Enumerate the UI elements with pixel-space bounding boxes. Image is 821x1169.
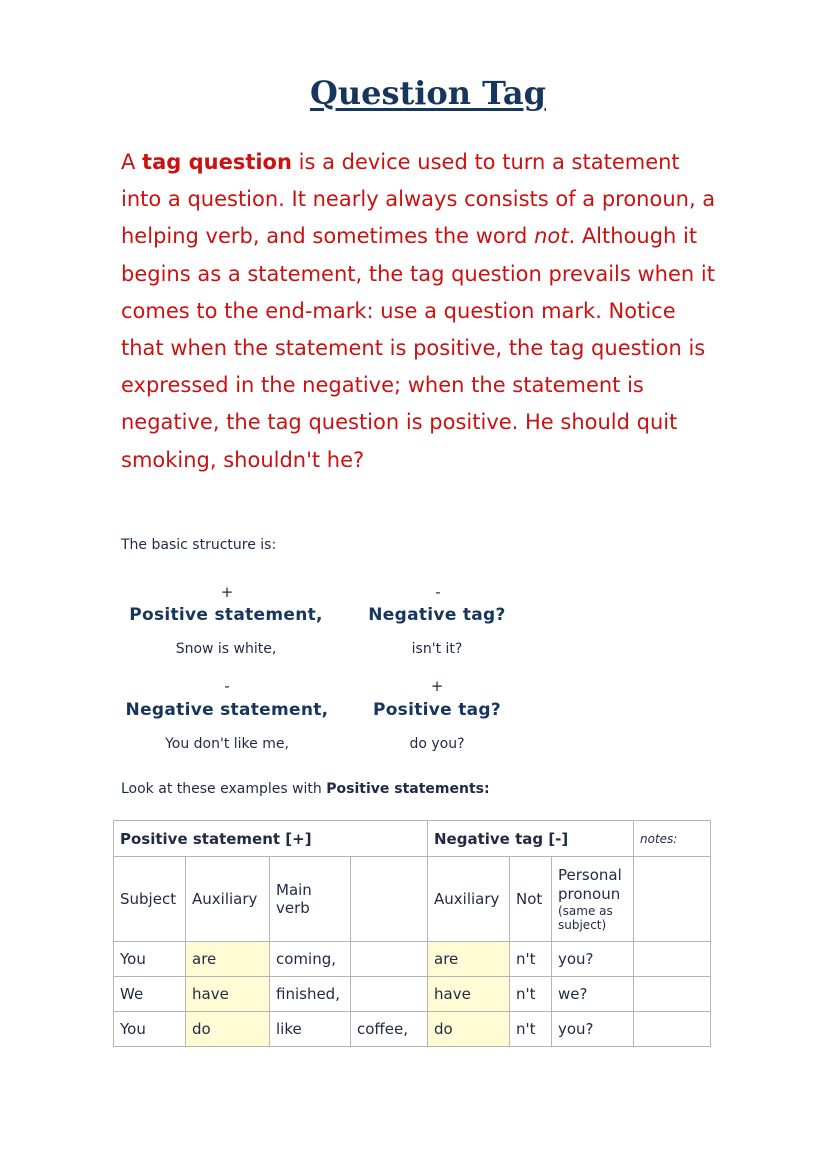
negative-tag-group-header: Negative tag [-] [428,821,634,857]
cell-notes [634,1012,711,1047]
personal-pronoun-header: Personal pronoun (same as subject) [552,857,634,942]
cell-main-verb: finished, [270,977,351,1012]
cell-auxiliary: do [186,1012,270,1047]
notes-header: notes: [634,821,711,857]
tag-auxiliary-header: Auxiliary [428,857,510,942]
cell-tag-auxiliary: are [428,942,510,977]
cell-tag-auxiliary: do [428,1012,510,1047]
cell-auxiliary: have [186,977,270,1012]
auxiliary-header: Auxiliary [186,857,270,942]
cell-notes [634,942,711,977]
table-group-header-row [114,821,711,857]
cell-main-verb: like [270,1012,351,1047]
examples-label: Look at these examples with Positive statements: [121,781,490,797]
cell-pronoun: you? [552,1012,634,1047]
blank-header [351,857,428,942]
cell-not: n't [510,942,552,977]
negative-tag-example: isn't it? [411,641,463,657]
cell-subject: You [114,1012,186,1047]
positive-sign: + [220,583,234,601]
cell-subject: You [114,942,186,977]
table-row [114,942,711,977]
positive-statement-heading: Positive statement, [129,605,323,625]
table-row [114,977,711,1012]
page-title: Question Tag [309,74,547,112]
positive-tag-heading: Positive tag? [372,700,502,720]
negative-sign-2: - [224,677,230,695]
cell-extra [351,977,428,1012]
negative-statement-example: You don't like me, [165,736,289,752]
cell-extra [351,942,428,977]
positive-sign-2: + [430,677,444,695]
intro-not-word: not [534,224,569,249]
table-column-header-row [114,857,711,942]
cell-pronoun: you? [552,942,634,977]
intro-text-2: is a device used to turn a statement into a question. It nearly always consists of a pronoun, a helping verb, and sometimes the word [121,150,716,249]
cell-auxiliary: are [186,942,270,977]
cell-notes [634,977,711,1012]
cell-extra: coffee, [351,1012,428,1047]
negative-sign: - [435,583,441,601]
intro-text-1: A [121,150,143,174]
positive-statement-group-header: Positive statement [+] [114,821,428,857]
positive-statement-example: Snow is white, [175,641,277,657]
subject-header: Subject [114,857,186,942]
intro-paragraph [121,144,721,479]
main-verb-header: Main verb [270,857,351,942]
negative-statement-heading: Negative statement, [125,700,329,720]
negative-tag-heading: Negative tag? [368,605,506,625]
cell-not: n't [510,977,552,1012]
cell-pronoun: we? [552,977,634,1012]
positive-tag-example: do you? [409,736,465,752]
intro-term: tag question [142,150,292,174]
cell-main-verb: coming, [270,942,351,977]
cell-tag-auxiliary: have [428,977,510,1012]
not-header: Not [510,857,552,942]
cell-not: n't [510,1012,552,1047]
basic-structure-label: The basic structure is: [121,537,277,553]
cell-subject: We [114,977,186,1012]
table-row [114,1012,711,1047]
intro-text-3: . Although it begins as a statement, the tag question prevails when it comes to the end-mark: use a question mark. Notice that when the statement is positive, the tag question is expressed in the negative; when the statement is negative, the tag question is positive. He should quit smoking, shouldn't he? [121,224,715,472]
notes-column-cell [634,857,711,942]
question-tag-table [113,820,711,1047]
